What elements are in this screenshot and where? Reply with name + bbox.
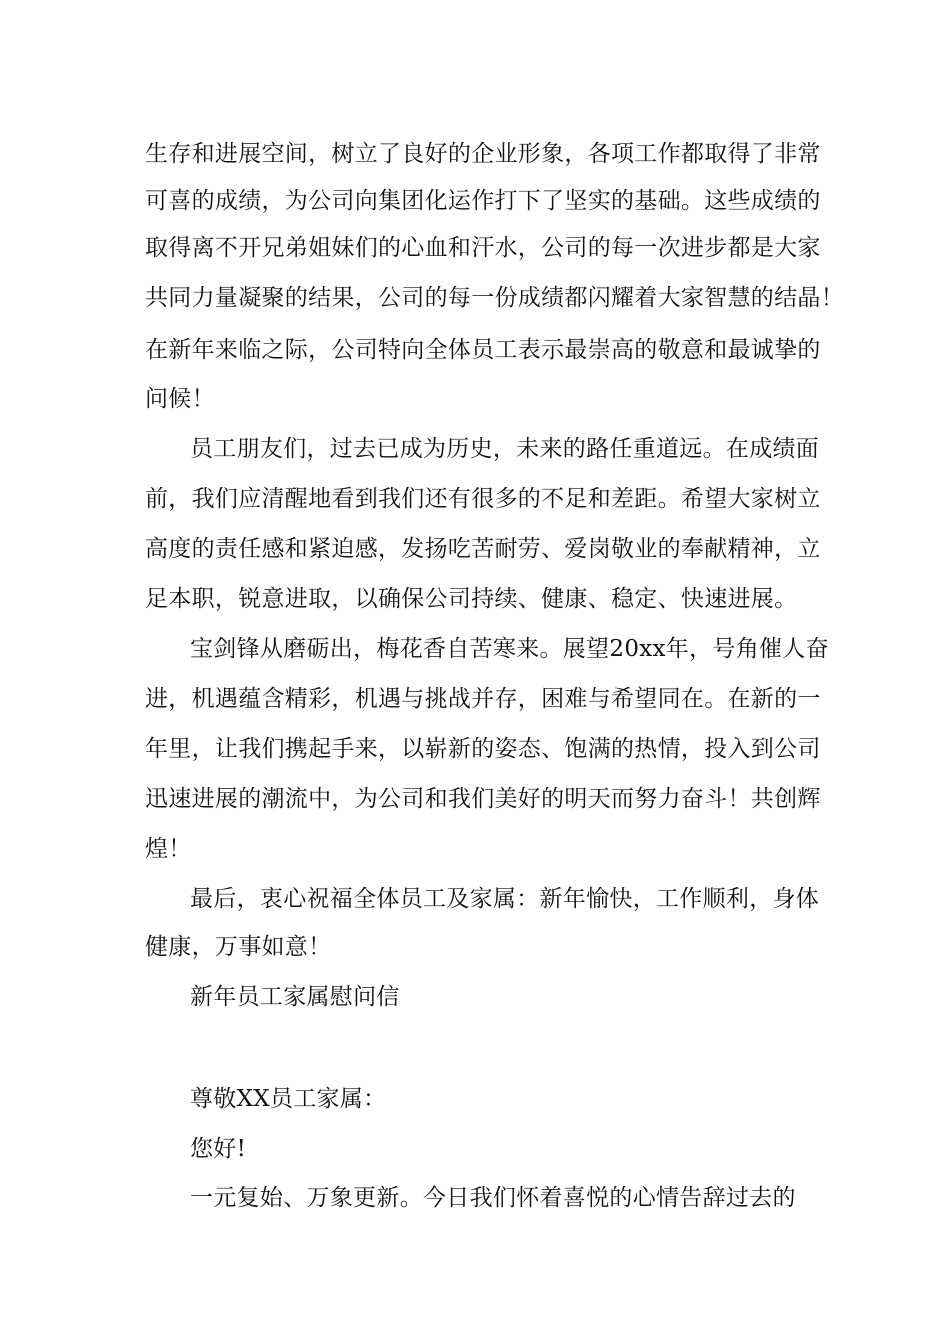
paragraph-line: 一元复始、万象更新。今日我们怀着喜悦的心情告辞过去的 xyxy=(190,1185,796,1211)
paragraph-line: 进，机遇蕴含精彩，机遇与挑战并存，困难与希望同在。在新的一 xyxy=(145,686,821,712)
paragraph-line: 年里，让我们携起手来，以崭新的姿态、饱满的热情，投入到公司 xyxy=(145,736,821,762)
letter-salutation: 尊敬XX员工家属： xyxy=(190,1086,387,1112)
paragraph-line: 共同力量凝聚的结果，公司的每一份成绩都闪耀着大家智慧的结晶！ xyxy=(145,285,844,311)
letter-greeting: 您好! xyxy=(190,1136,247,1162)
paragraph-line: 最后，衷心祝福全体员工及家属：新年愉快，工作顺利，身体 xyxy=(190,886,820,912)
paragraph-line: 前，我们应清醒地看到我们还有很多的不足和差距。希望大家树立 xyxy=(145,486,821,512)
paragraph-line: 员工朋友们，过去已成为历史，未来的路任重道远。在成绩面 xyxy=(190,436,820,462)
paragraph-line: 在新年来临之际，公司特向全体员工表示最崇高的敬意和最诚挚的 xyxy=(145,337,821,363)
paragraph-line: 高度的责任感和紧迫感，发扬吃苦耐劳、爱岗敬业的奉献精神，立 xyxy=(145,536,821,562)
paragraph-line: 迅速进展的潮流中，为公司和我们美好的明天而努力奋斗！共创辉 xyxy=(145,786,821,812)
paragraph-line: 生存和进展空间，树立了良好的企业形象，各项工作都取得了非常 xyxy=(145,141,821,167)
paragraph-line: 可喜的成绩，为公司向集团化运作打下了坚实的基础。这些成绩的 xyxy=(145,188,821,214)
paragraph-line: 取得离不开兄弟姐妹们的心血和汗水，公司的每一次进步都是大家 xyxy=(145,235,821,261)
paragraph-line: 宝剑锋从磨砺出，梅花香自苦寒来。展望20xx年，号角催人奋 xyxy=(190,636,829,662)
paragraph-line: 健康，万事如意！ xyxy=(145,934,332,960)
paragraph-line: 问候！ xyxy=(145,386,215,412)
letter-title: 新年员工家属慰问信 xyxy=(190,984,400,1010)
paragraph-line: 煌！ xyxy=(145,836,192,862)
paragraph-line: 足本职，锐意进取，以确保公司持续、健康、稳定、快速进展。 xyxy=(145,586,798,612)
